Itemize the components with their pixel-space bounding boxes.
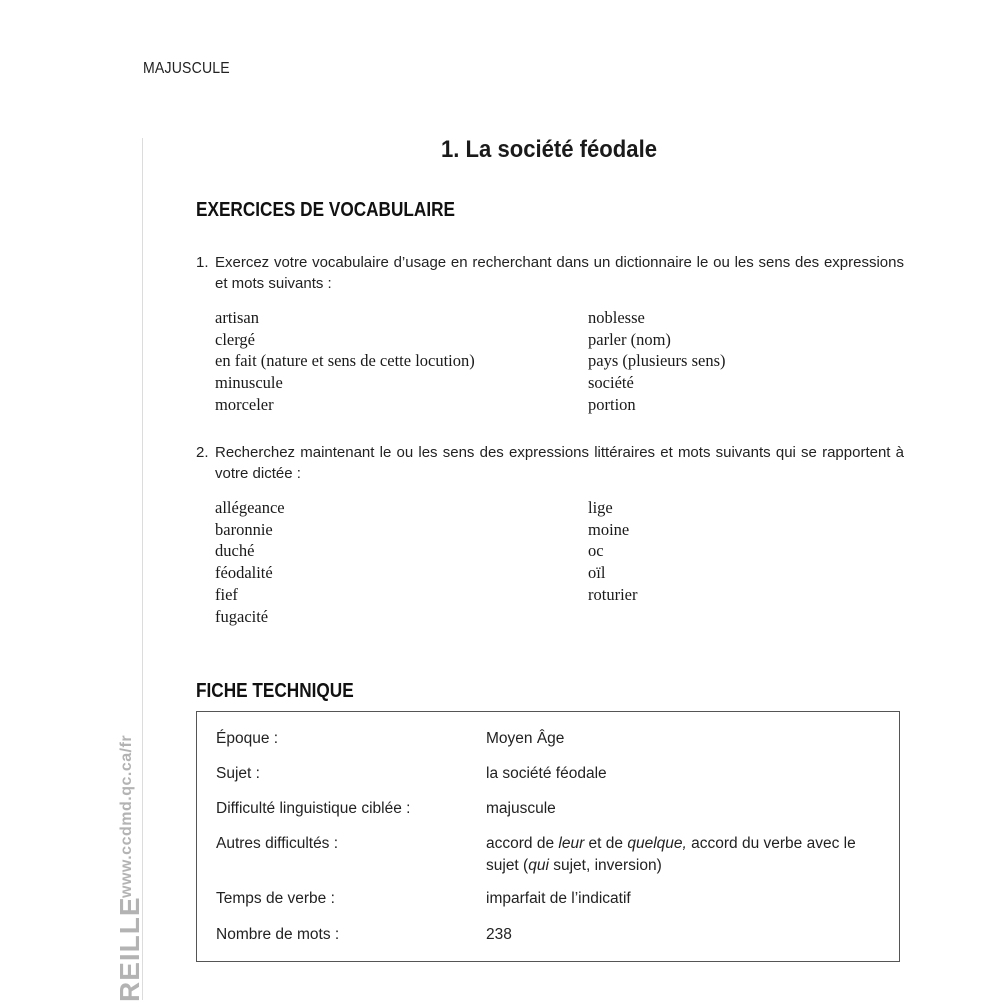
word-item: artisan: [215, 308, 259, 327]
fiche-label: Difficulté linguistique ciblée :: [216, 800, 411, 817]
fiche-label: Temps de verbe :: [216, 890, 335, 907]
word-item: fief: [215, 584, 238, 604]
word-item: baronnie: [215, 519, 273, 539]
word-item: allégeance: [215, 498, 285, 517]
fiche-value: [486, 833, 881, 876]
word-item: duché: [215, 541, 255, 561]
fiche-label: Autres difficultés :: [216, 835, 339, 852]
exercise-1-number: 1.: [196, 254, 209, 271]
value-italic-text: quelque,: [627, 835, 687, 852]
word-item: portion: [588, 394, 636, 414]
vocabulary-heading: EXERCICES DE VOCABULAIRE: [196, 199, 455, 221]
word-column-left: [215, 307, 475, 416]
word-item: clergé: [215, 329, 256, 349]
word-item: oc: [588, 541, 604, 561]
word-item: moine: [588, 519, 630, 539]
fiche-label: Époque :: [216, 730, 279, 747]
fiche-value: majuscule: [486, 800, 556, 817]
word-item: féodalité: [215, 563, 273, 583]
fiche-value: Moyen Âge: [486, 730, 565, 747]
running-head: MAJUSCULE: [143, 60, 230, 77]
word-item: roturier: [588, 584, 638, 604]
word-column-right: [588, 307, 725, 416]
value-text: sujet, inversion): [548, 856, 662, 874]
word-item: fugacité: [215, 606, 269, 626]
exercise-1: [196, 252, 904, 294]
word-item: en fait (nature et sens de cette locution): [215, 351, 475, 371]
exercise-1-instructions: Exercez votre vocabulaire d’usage en recherchant dans un dictionnaire le ou les sens des expressions et mots suivants :: [215, 254, 904, 292]
fiche-value: 238: [486, 926, 512, 943]
word-item: morceler: [215, 394, 274, 414]
word-item: société: [588, 373, 634, 393]
word-item: pays (plusieurs sens): [588, 351, 726, 371]
value-italic-text: qui: [528, 856, 549, 874]
fiche-technique-heading: FICHE TECHNIQUE: [196, 680, 354, 702]
value-text: et de: [584, 835, 628, 852]
word-item: minuscule: [215, 373, 283, 393]
value-text: accord du verbe avec le sujet (: [486, 835, 856, 874]
value-italic-text: leur: [558, 835, 585, 852]
word-column-left: [215, 497, 285, 627]
fiche-label: Sujet :: [216, 765, 260, 782]
word-item: oïl: [588, 563, 606, 583]
side-brand-text: REILLE: [114, 896, 145, 1002]
margin-rule: [142, 138, 143, 1000]
value-text: accord de: [486, 835, 559, 852]
page-title: 1. La société féodale: [441, 136, 657, 163]
fiche-label: Nombre de mots :: [216, 926, 340, 943]
word-item: parler (nom): [588, 329, 671, 349]
exercise-2-number: 2.: [196, 444, 209, 461]
side-url-text: www.ccdmd.qc.ca/fr: [118, 734, 135, 898]
fiche-value: la société féodale: [486, 765, 607, 782]
exercise-2: [196, 442, 904, 484]
fiche-technique-box: [196, 711, 900, 962]
word-item: lige: [588, 498, 613, 517]
fiche-value: imparfait de l’indicatif: [486, 890, 631, 907]
word-item: noblesse: [588, 308, 645, 327]
word-column-right: [588, 497, 637, 606]
exercise-2-instructions: Recherchez maintenant le ou les sens des expressions littéraires et mots suivants qui se rapportent à votre dictée :: [215, 444, 904, 482]
